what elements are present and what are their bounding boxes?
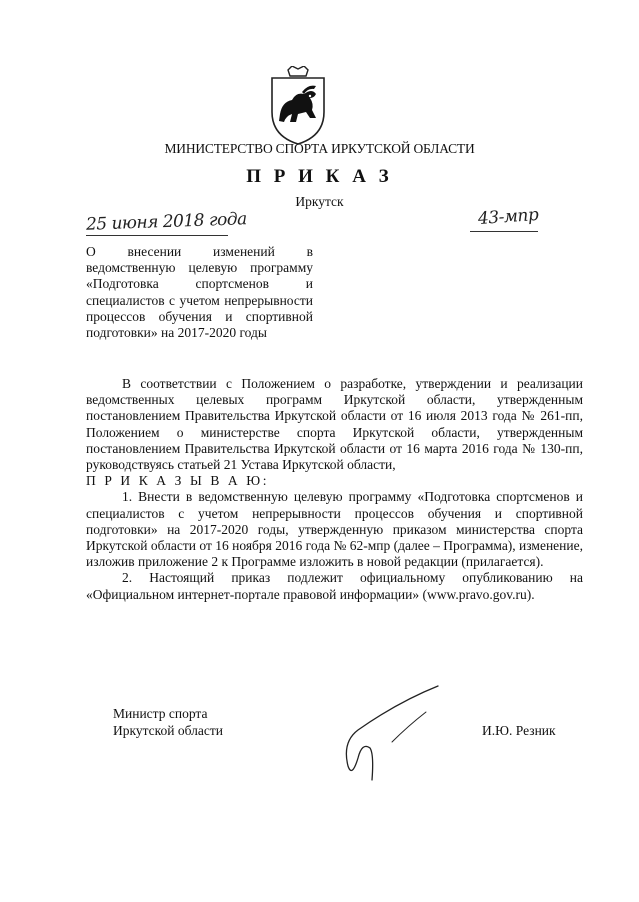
- position-line-1: Министр спорта: [113, 706, 208, 721]
- preamble-paragraph: В соответствии с Положением о разработке, утверждении и реализации ведомственных целевых программ Иркутской области, утвержденным постановлением Правительства Иркутской области от 16 июля 2013 года № 261-пп, Положением о министерстве спорта Иркутской области, утвержденным постановлением Правительства Иркутской области от 16 марта 2016 года № 130-пп, руководствуясь статьей 21 Устава Иркутской области,: [86, 376, 583, 473]
- handwritten-order-number: 43-мпр: [477, 204, 539, 230]
- order-word: П Р И К А З Ы В А Ю:: [86, 473, 270, 489]
- coat-of-arms-icon: [266, 66, 330, 146]
- position-line-2: Иркутской области: [113, 722, 224, 738]
- date-underline: [86, 235, 228, 236]
- handwritten-signature: [318, 682, 448, 792]
- handwritten-date: 25 июня 2018 года: [85, 209, 248, 235]
- order-body: [86, 376, 583, 603]
- city-name: Иркутск: [295, 194, 344, 209]
- number-underline: [470, 231, 538, 232]
- order-subject: О внесении изменений в ведомственную целевую программу «Подготовка спортсменов и специалистов с учетом непрерывности процессов обучения и спортивной подготовки» на 2017-2020 годы: [86, 244, 313, 341]
- order-item-1: 1. Внести в ведомственную целевую программу «Подготовка спортсменов и специалистов с учетом непрерывности процессов обучения и спортивной подготовки» на 2017-2020 годы, утвержденную приказом министерства спорта Иркутской области от 16 ноября 2016 года № 62-мпр (далее – Программа), изменение, изложив приложение 2 к Программе изложить в новой редакции (прилагается).: [86, 489, 583, 570]
- order-title: П Р И К А З: [246, 166, 393, 187]
- signatory-name: И.Ю. Резник: [482, 723, 556, 738]
- order-item-2: 2. Настоящий приказ подлежит официальному опубликованию на «Официальном интернет-портале правовой информации» (www.pravo.gov.ru).: [86, 570, 583, 602]
- ministry-name: МИНИСТЕРСТВО СПОРТА ИРКУТСКОЙ ОБЛАСТИ: [164, 141, 475, 156]
- signatory-position: [113, 706, 223, 739]
